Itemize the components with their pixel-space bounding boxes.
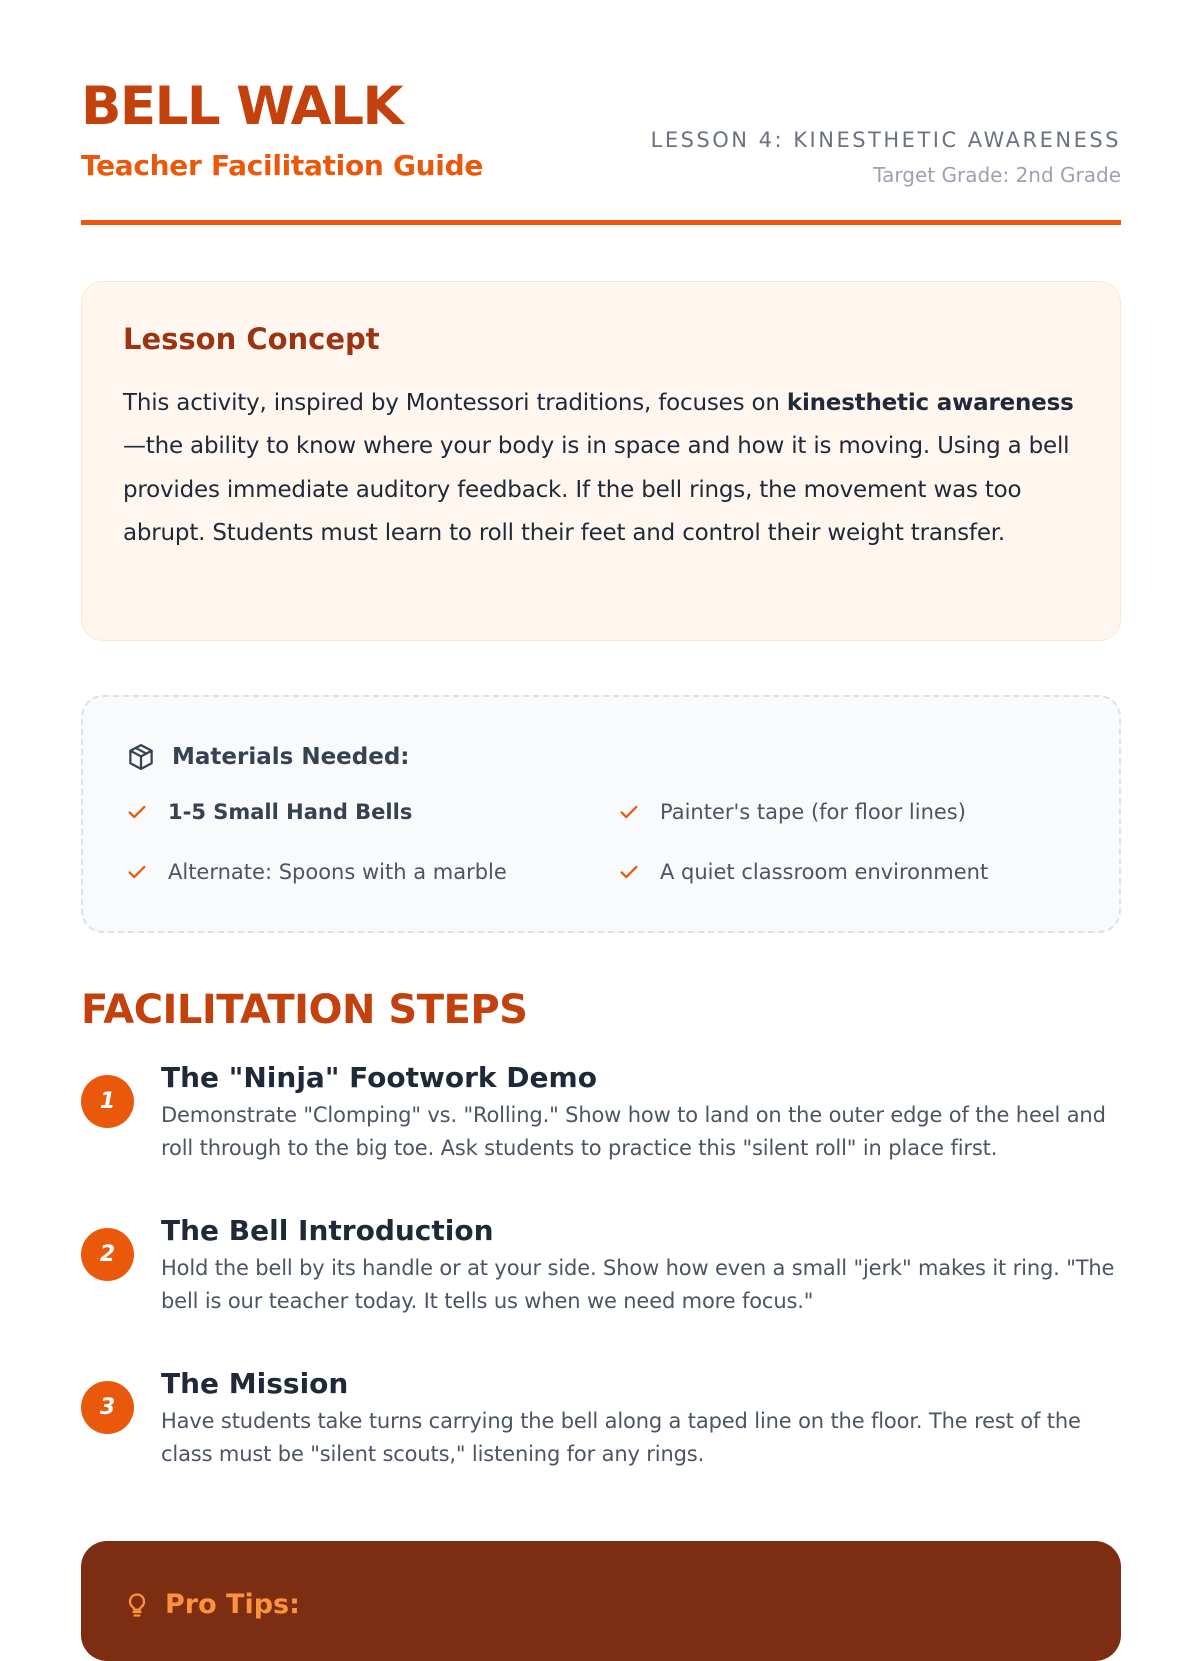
page-header [81,0,1121,227]
page-title: BELL WALK [81,76,403,137]
materials-heading: Materials Needed: [172,744,410,770]
checkmark-icon [126,861,148,883]
checkmark-icon [618,861,640,883]
concept-heading: Lesson Concept [123,322,380,356]
grade-label: Target Grade: 2nd Grade [873,163,1121,187]
pro-tips-header [123,1589,300,1620]
checkmark-icon [618,801,640,823]
materials-header [126,741,1079,773]
material-item [126,857,507,887]
material-label: 1-5 Small Hand Bells [168,800,413,824]
concept-text-body: —the ability to know where your body is in space and how it is moving. Using a bell provides immediate auditory feedback. If the bell rings, the movement was too abrupt. Students must learn to roll their feet and control their weight transfer. [123,433,1070,547]
material-item [126,797,412,827]
checkmark-icon [126,801,148,823]
lesson-label: LESSON 4: KINESTHETIC AWARENESS [650,128,1121,152]
step-description: Demonstrate "Clomping" vs. "Rolling." Show how to land on the outer edge of the heel and roll through to the big toe. Ask students to practice this "silent roll" in place first. [161,1103,1106,1160]
guide-page [81,0,1121,1620]
concept-text-intro: This activity, inspired by Montessori traditions, focuses on [123,389,787,416]
step-number-badge: 2 [81,1228,134,1281]
step-number-badge: 1 [81,1075,134,1128]
material-label: Alternate: Spoons with a marble [168,860,507,884]
package-icon [126,742,156,772]
step-title: The Mission [161,1367,349,1400]
pro-tips-heading: Pro Tips: [165,1589,300,1620]
step-title: The "Ninja" Footwork Demo [161,1061,597,1094]
pro-tips-card [81,1541,1121,1661]
materials-list [126,797,1079,927]
material-label: A quiet classroom environment [660,860,989,884]
steps-heading: FACILITATION STEPS [81,987,528,1033]
concept-text-highlight: kinesthetic awareness [786,389,1074,416]
concept-text [123,382,1080,556]
page-subtitle: Teacher Facilitation Guide [81,149,484,182]
material-item [618,797,966,827]
materials-card [81,695,1121,933]
lesson-concept-card [81,281,1121,641]
material-label: Painter's tape (for floor lines) [660,800,966,824]
step-title: The Bell Introduction [161,1214,494,1247]
step-description: Hold the bell by its handle or at your side. Show how even a small "jerk" makes it ring. "The bell is our teacher today. It tells us when we need more focus." [161,1256,1115,1313]
step-description: Have students take turns carrying the bell along a taped line on the floor. The rest of the class must be "silent scouts," listening for any rings. [161,1409,1081,1466]
step-number-badge: 3 [81,1381,134,1434]
material-item [618,857,988,887]
header-divider [81,220,1121,225]
lightbulb-icon [123,1591,151,1619]
